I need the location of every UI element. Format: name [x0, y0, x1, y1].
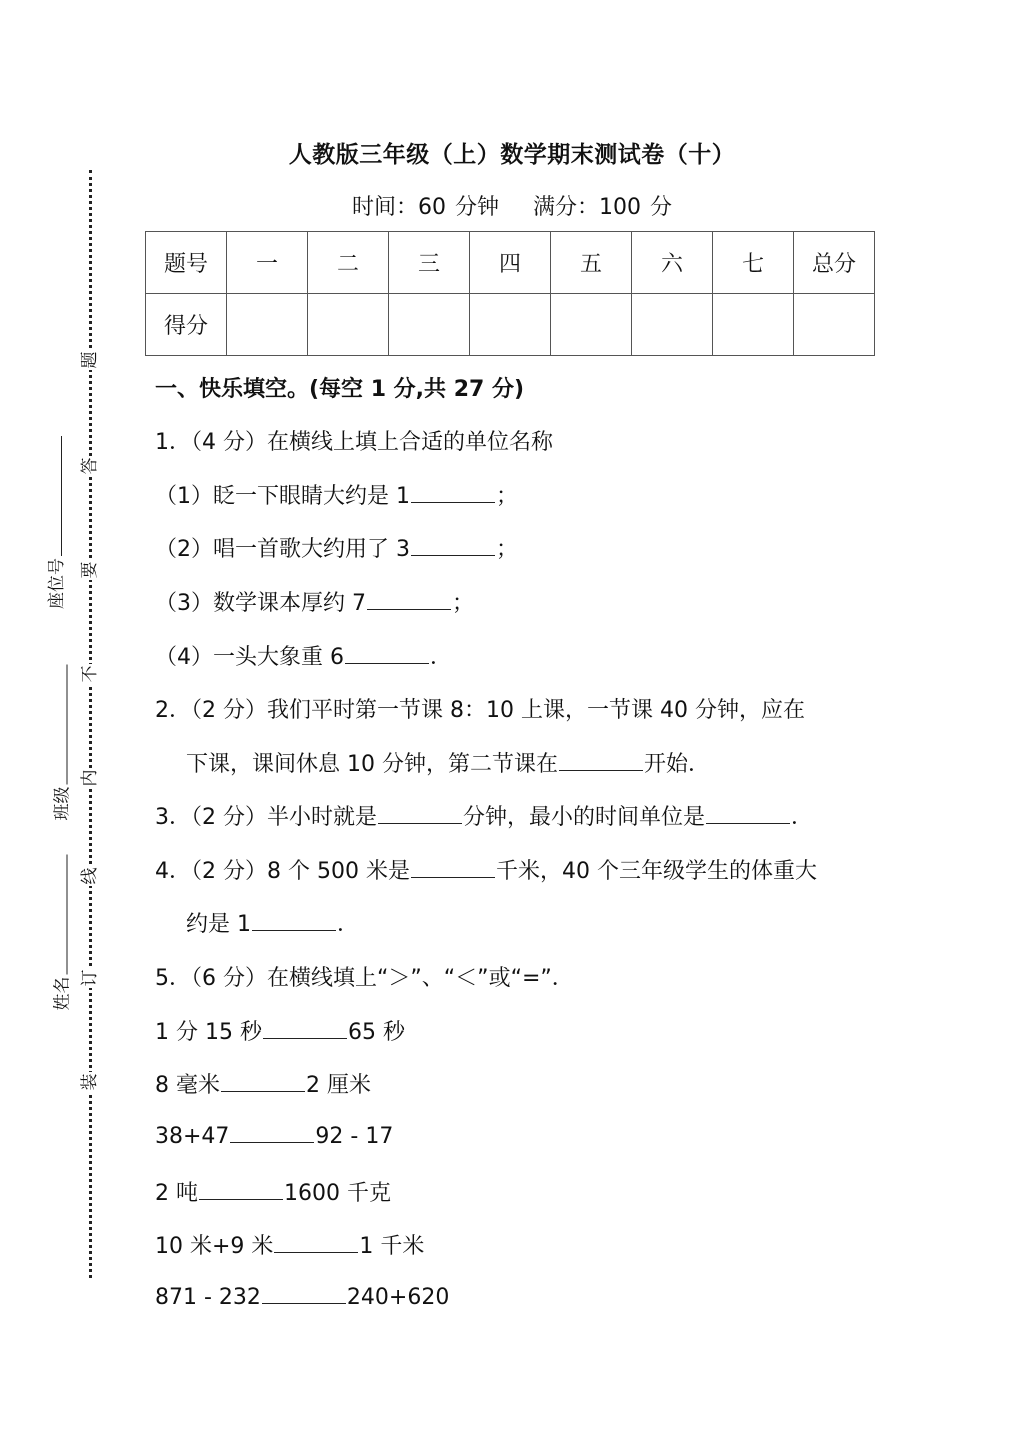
margin-char: 内: [80, 769, 100, 787]
binding-dotted-line: [89, 170, 92, 1278]
question-1-part-2: （2）唱一首歌大约用了 3 ；: [155, 537, 519, 562]
table-cell: 二: [308, 232, 389, 294]
answer-blank[interactable]: [345, 643, 429, 664]
score-input-cell[interactable]: [713, 294, 794, 356]
answer-blank[interactable]: [199, 1179, 283, 1200]
answer-blank[interactable]: [378, 803, 462, 824]
score-table: [145, 231, 875, 356]
answer-blank[interactable]: [367, 589, 451, 610]
table-row: [146, 294, 875, 356]
seat-number-blank[interactable]: [47, 436, 62, 556]
question-4-line-2: 约是 1 ．: [186, 912, 360, 937]
question-1-stem: 1．（4 分）在横线上填上合适的单位名称: [155, 430, 553, 455]
compare-item: 8 毫米 2 厘米: [155, 1073, 371, 1098]
table-cell: 六: [632, 232, 713, 294]
class-field[interactable]: 班级: [48, 665, 73, 821]
exam-title: 人教版三年级（上）数学期末测试卷（十）: [288, 142, 736, 168]
answer-blank[interactable]: [221, 1071, 305, 1092]
compare-item: 871 - 232 240+620: [155, 1285, 450, 1310]
table-cell: 五: [551, 232, 632, 294]
question-4-line-1: 4．（2 分）8 个 500 米是 千米，40 个三年级学生的体重大: [155, 859, 817, 884]
section-heading: 一、快乐填空。(每空 1 分,共 27 分): [155, 377, 525, 402]
class-blank[interactable]: [53, 665, 68, 785]
table-cell: 得分: [146, 294, 227, 356]
score-input-cell[interactable]: [632, 294, 713, 356]
answer-blank[interactable]: [274, 1232, 358, 1253]
full-score: 满分：100 分: [533, 195, 672, 220]
table-cell: 三: [389, 232, 470, 294]
compare-item: 2 吨 1600 千克: [155, 1181, 391, 1206]
answer-blank[interactable]: [262, 1283, 346, 1304]
table-cell: 四: [470, 232, 551, 294]
name-field[interactable]: 姓名: [48, 855, 73, 1011]
name-blank[interactable]: [53, 855, 68, 975]
question-3: 3．（2 分）半小时就是 分钟，最小的时间单位是 ．: [155, 805, 814, 830]
answer-blank[interactable]: [411, 535, 495, 556]
score-input-cell[interactable]: [389, 294, 470, 356]
margin-char: 题: [80, 351, 100, 369]
score-input-cell[interactable]: [227, 294, 308, 356]
compare-item: 10 米+9 米 1 千米: [155, 1234, 425, 1259]
score-input-cell[interactable]: [794, 294, 875, 356]
margin-char: 不: [80, 665, 100, 683]
answer-blank[interactable]: [706, 803, 790, 824]
question-1-part-1: （1）眨一下眼睛大约是 1 ；: [155, 484, 519, 509]
table-cell: 七: [713, 232, 794, 294]
score-input-cell[interactable]: [470, 294, 551, 356]
answer-blank[interactable]: [411, 482, 495, 503]
compare-item: 38+47 92 - 17: [155, 1124, 394, 1149]
margin-char: 装: [80, 1073, 100, 1091]
table-cell: 一: [227, 232, 308, 294]
question-5-stem: 5．（6 分）在横线填上“＞”、“＜”或“=”．: [155, 966, 574, 991]
answer-blank[interactable]: [230, 1122, 314, 1143]
compare-item: 1 分 15 秒 65 秒: [155, 1020, 405, 1045]
seat-number-field[interactable]: 座位号: [42, 436, 67, 609]
margin-char: 订: [80, 969, 100, 987]
table-row: [146, 232, 875, 294]
table-cell: 题号: [146, 232, 227, 294]
answer-blank[interactable]: [263, 1018, 347, 1039]
question-2-line-2: 下课，课间休息 10 分钟，第二节课在 开始．: [186, 752, 710, 777]
question-1-part-4: （4）一头大象重 6 ．: [155, 645, 453, 670]
score-input-cell[interactable]: [551, 294, 632, 356]
question-2-line-1: 2．（2 分）我们平时第一节课 8：10 上课，一节课 40 分钟，应在: [155, 698, 805, 723]
margin-char: 答: [80, 457, 100, 475]
table-cell: 总分: [794, 232, 875, 294]
answer-blank[interactable]: [411, 857, 495, 878]
score-input-cell[interactable]: [308, 294, 389, 356]
margin-char: 线: [80, 867, 100, 885]
answer-blank[interactable]: [559, 750, 643, 771]
exam-subtitle: [0, 190, 1024, 221]
margin-char: 要: [80, 561, 100, 579]
answer-blank[interactable]: [252, 910, 336, 931]
time-limit: 时间：60 分钟: [352, 195, 499, 220]
question-1-part-3: （3）数学课本厚约 7 ；: [155, 591, 475, 616]
